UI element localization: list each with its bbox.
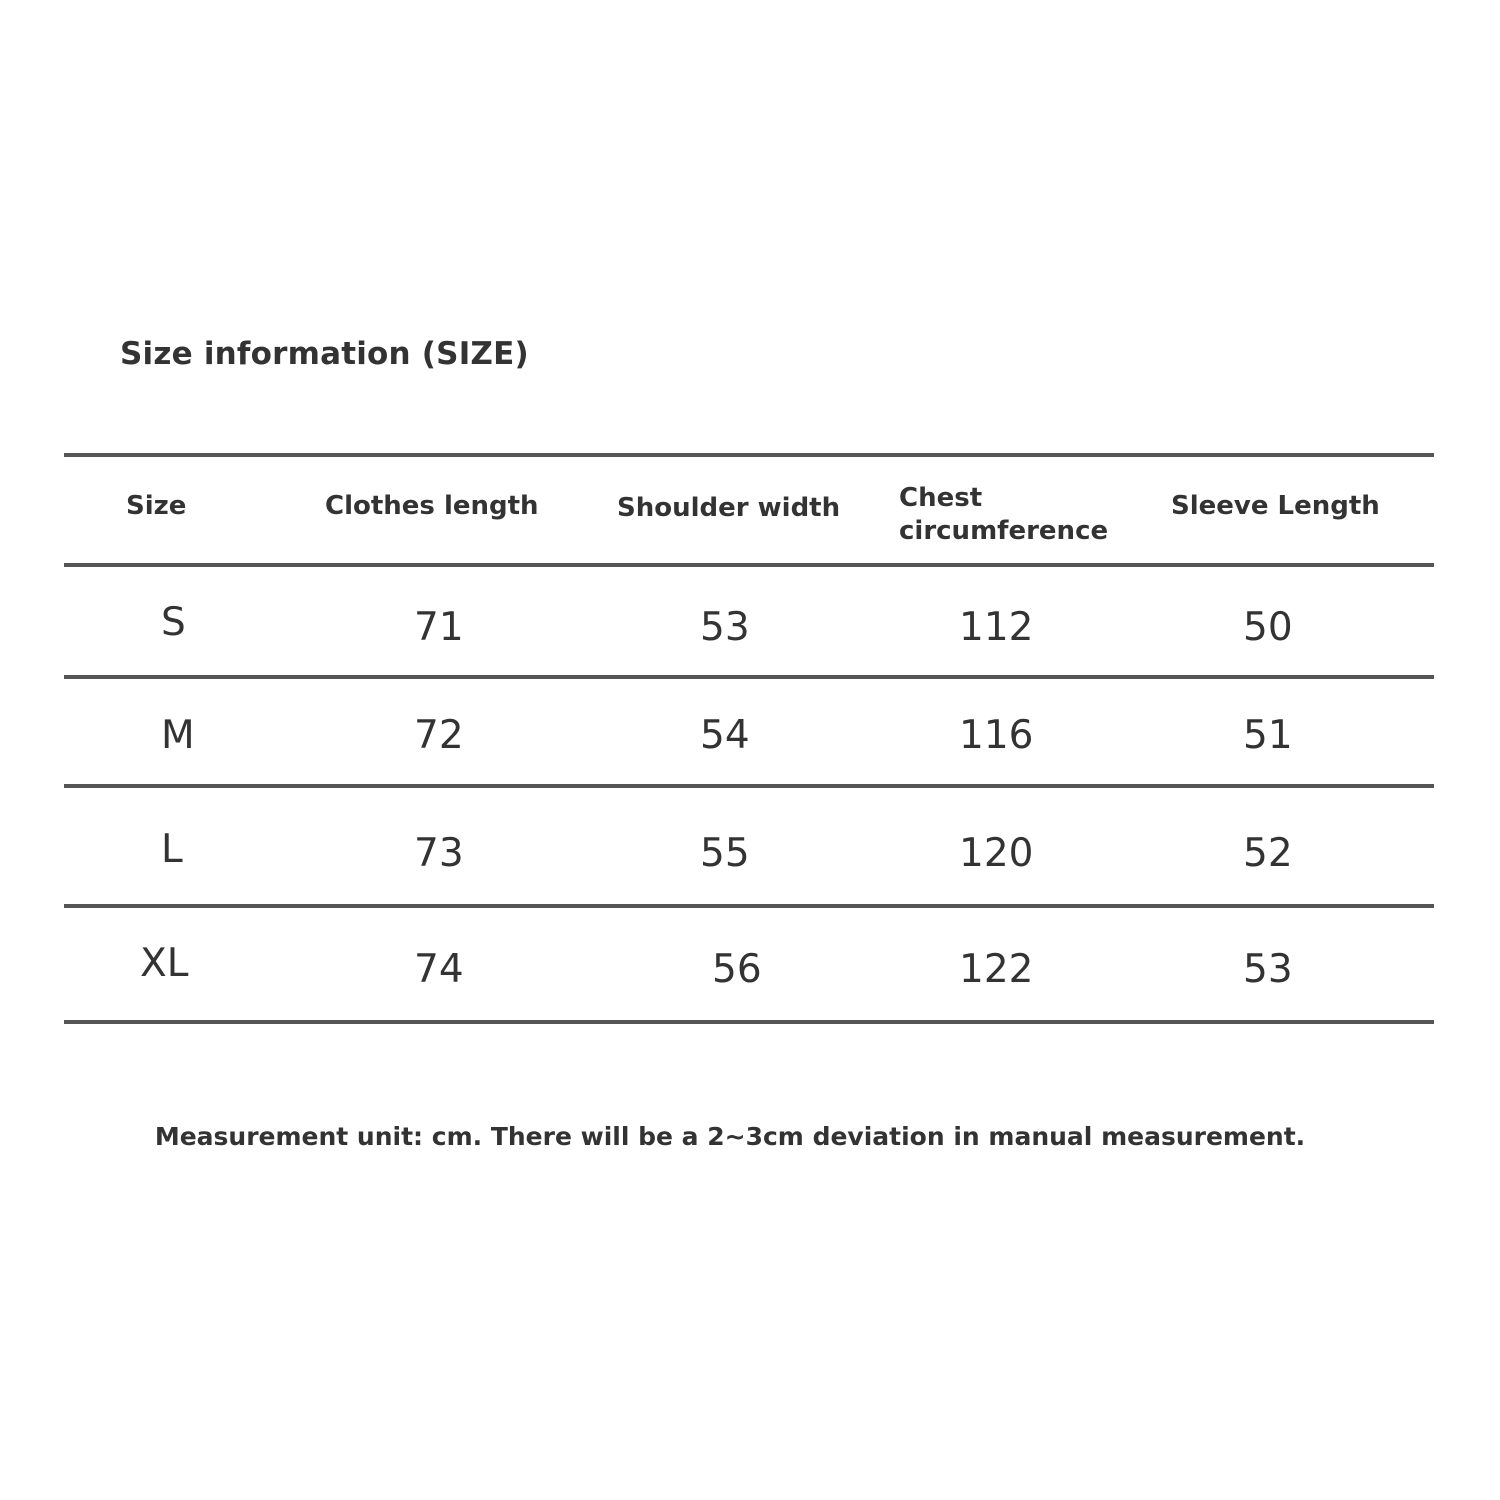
cell-chest-circumference-m: 116 xyxy=(959,713,1034,758)
header-size: Size xyxy=(126,491,187,521)
cell-shoulder-width-s: 53 xyxy=(700,605,750,650)
header-sleeve-length: Sleeve Length xyxy=(1171,491,1380,521)
cell-chest-circumference-xl: 122 xyxy=(959,947,1034,992)
table-rule-row-l xyxy=(64,904,1434,908)
cell-clothes-length-xl: 74 xyxy=(414,947,464,992)
cell-size-m: M xyxy=(161,713,195,758)
table-rule-bottom xyxy=(64,1020,1434,1024)
cell-size-l: L xyxy=(161,827,183,872)
table-rule-row-s xyxy=(64,675,1434,679)
measurement-note: Measurement unit: cm. There will be a 2~3cm deviation in manual measurement. xyxy=(154,1122,1306,1151)
header-shoulder-width: Shoulder width xyxy=(617,493,841,523)
cell-sleeve-length-m: 51 xyxy=(1243,713,1293,758)
table-rule-top xyxy=(64,453,1434,457)
cell-shoulder-width-l: 55 xyxy=(700,831,750,876)
cell-sleeve-length-xl: 53 xyxy=(1243,947,1293,992)
cell-chest-circumference-l: 120 xyxy=(959,831,1034,876)
cell-size-s: S xyxy=(161,600,186,645)
cell-shoulder-width-m: 54 xyxy=(700,713,750,758)
table-rule-header-bottom xyxy=(64,563,1434,567)
cell-clothes-length-s: 71 xyxy=(414,605,464,650)
cell-sleeve-length-s: 50 xyxy=(1243,605,1293,650)
cell-shoulder-width-xl: 56 xyxy=(712,947,762,992)
page-title: Size information (SIZE) xyxy=(120,336,529,372)
cell-clothes-length-m: 72 xyxy=(414,713,464,758)
cell-clothes-length-l: 73 xyxy=(414,831,464,876)
header-clothes-length: Clothes length xyxy=(325,491,539,521)
cell-chest-circumference-s: 112 xyxy=(959,605,1034,650)
cell-size-xl: XL xyxy=(140,941,189,986)
header-chest-circumference: Chest circumference xyxy=(899,483,1109,546)
cell-sleeve-length-l: 52 xyxy=(1243,831,1293,876)
table-rule-row-m xyxy=(64,784,1434,788)
